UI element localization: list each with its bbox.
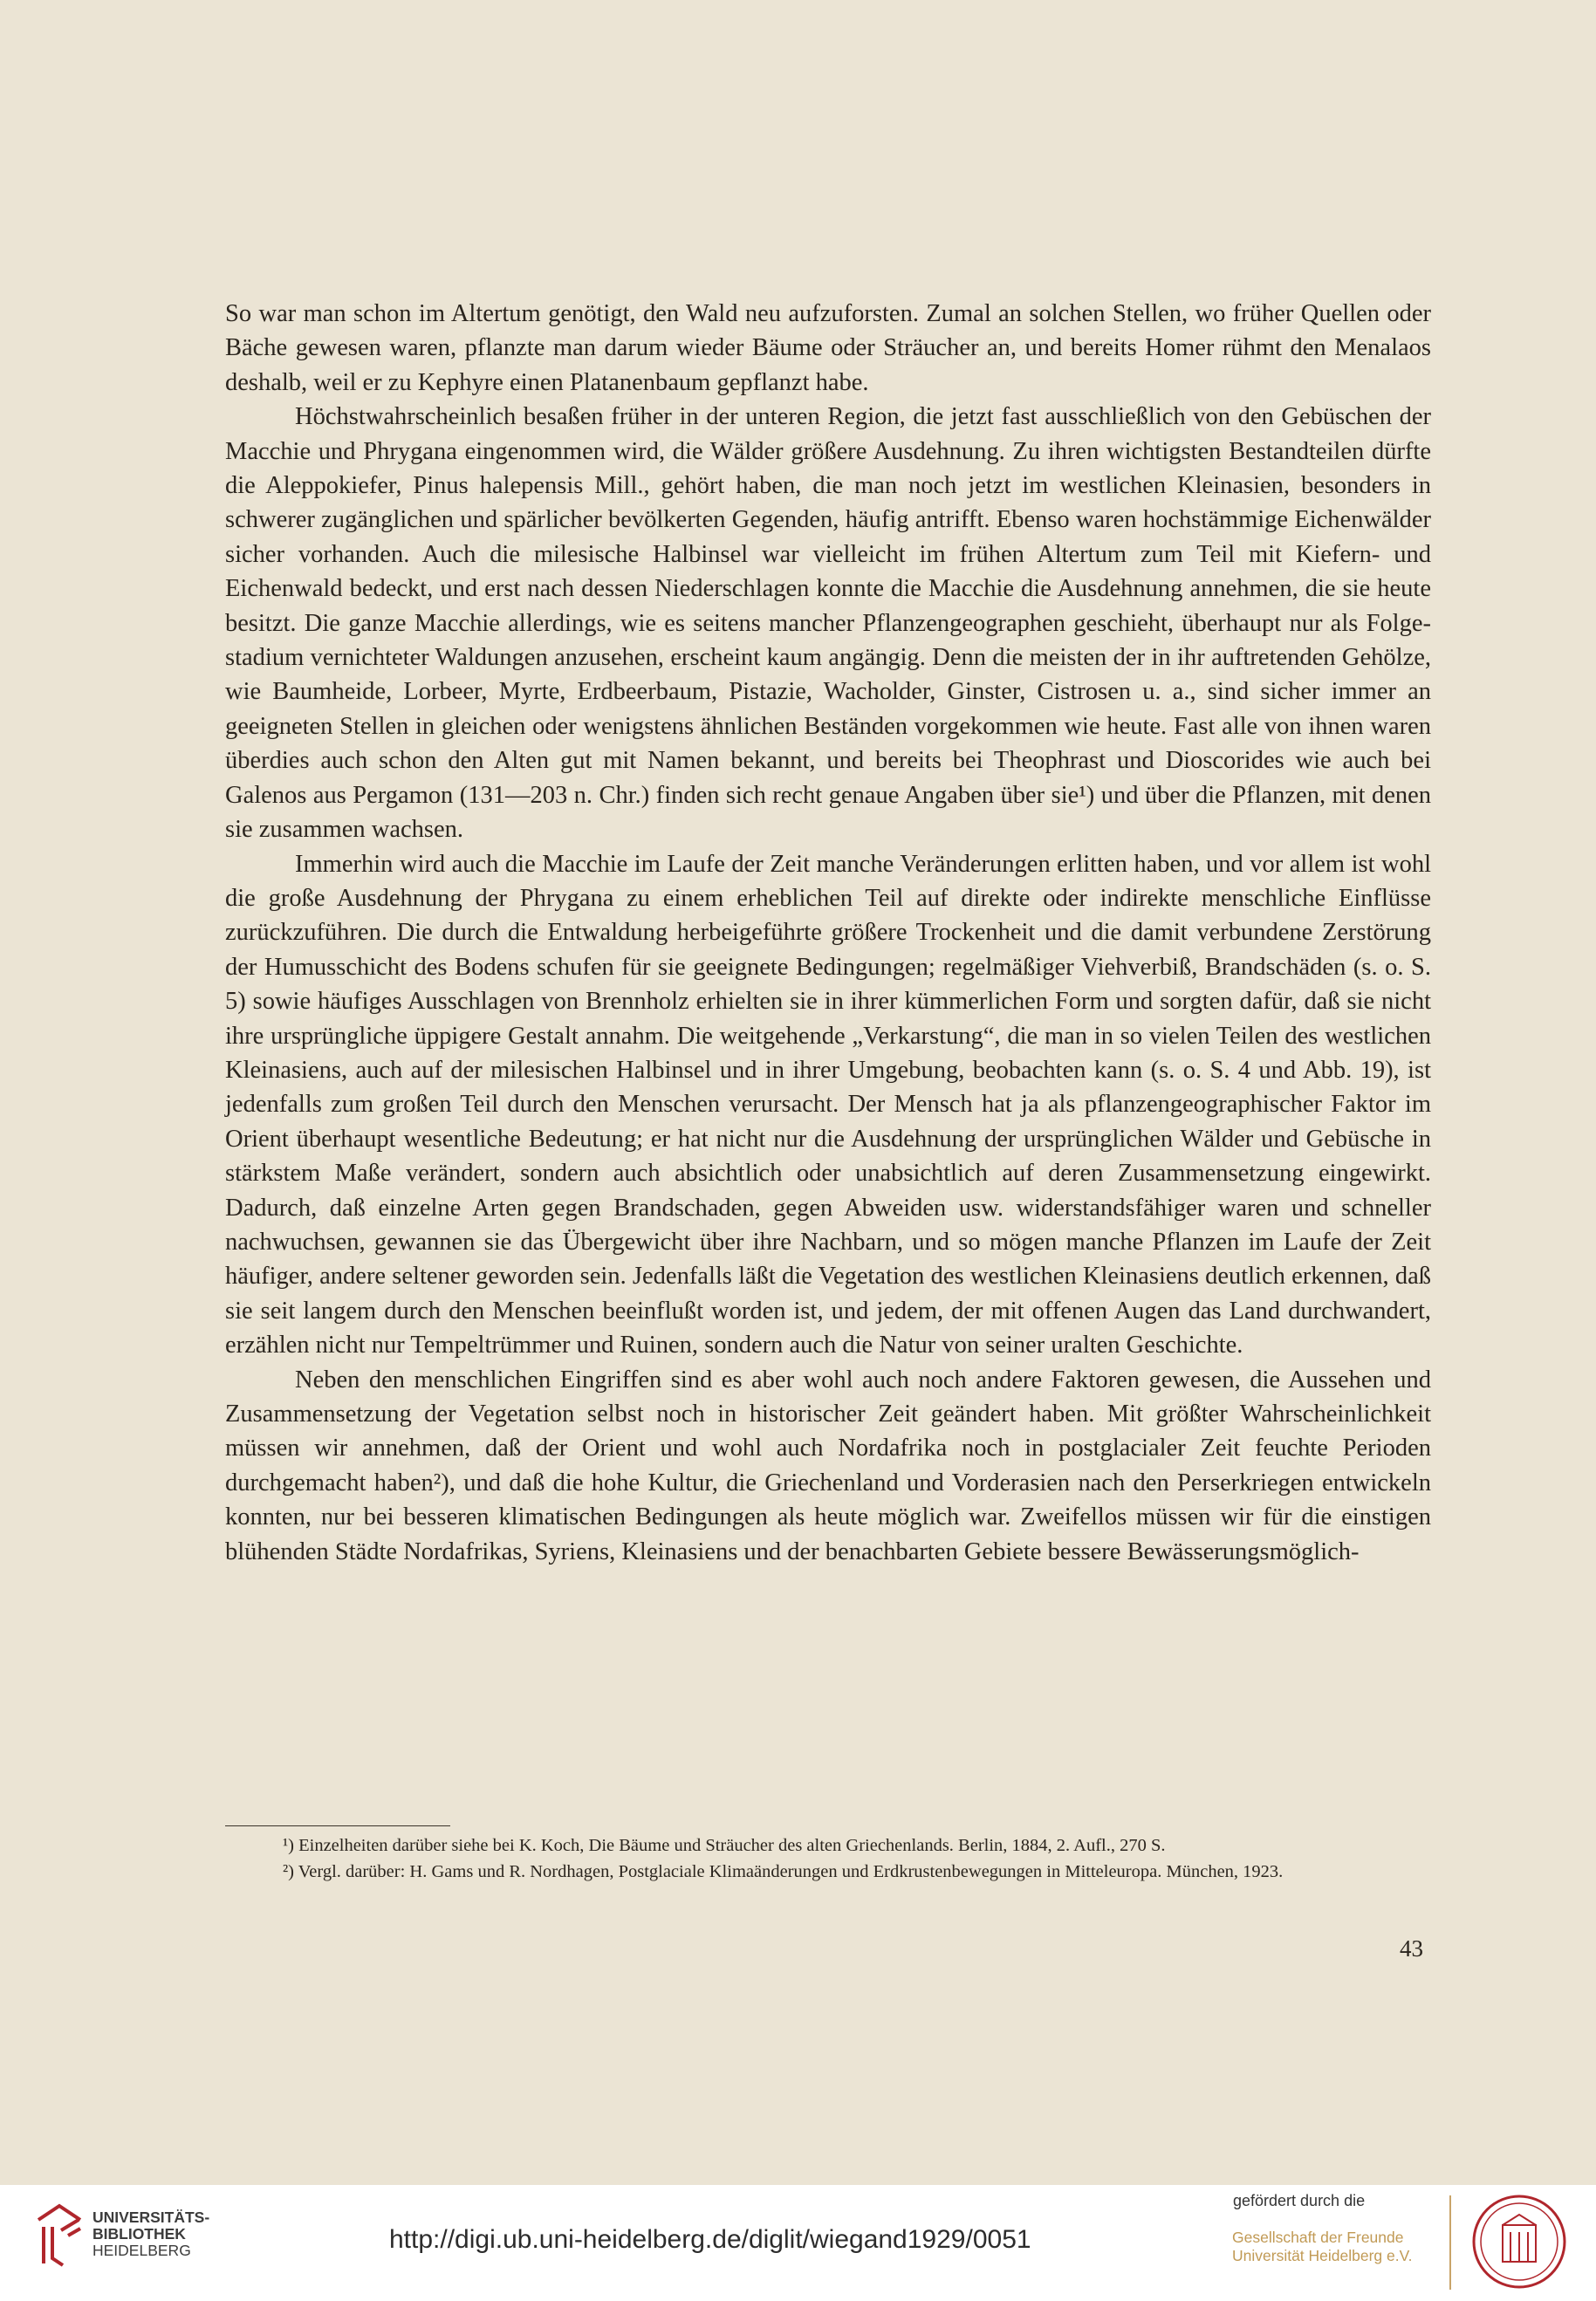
paragraph-1: So war man schon im Altertum genötigt, den Wald neu aufzuforsten. Zumal an solchen Stellen, wo früher Quellen oder Bäche gewesen waren, pflanzte man darum wieder Bäume oder Sträucher an, und bereits Homer rühmt den Menalaos deshalb, weil er zu Kephyre einen Platanenbaum gepflanzt habe. — [225, 300, 1431, 396]
footnote-1: ¹) Einzelheiten darüber siehe bei K. Koch, Die Bäume und Sträucher des alten Griechenlands. Berlin, 1884, 2. Aufl., 270 S. — [283, 1836, 1166, 1855]
footnote-2: ²) Vergl. darüber: H. Gams und R. Nordhagen, Postglaciale Klimaänderungen und Erdkrustenbewegungen in Mitteleuropa. München, 1923. — [283, 1862, 1284, 1881]
paragraph-3: Immerhin wird auch die Macchie im Laufe der Zeit manche Veränderungen erlitten haben, und vor allem ist wohl die große Ausdehnung der Phrygana zu einem erheblichen Teil auf direkte oder indirekte menschliche Einflüsse zurückzuführen. Die durch die Entwaldung herbeigeführte größere Trockenheit und die damit verbundene Zerstörung der Humusschicht des Bodens schufen für sie geeignete Bedingungen; regelmäßiger Viehverbiß, Brandschäden (s. o. S. 5) sowie häufiges Ausschlagen von Brennholz erhielten sie in ihrer kümmerlichen Form und sorgten dafür, daß sie nicht ihre ursprüngliche üppigere Gestalt annahm. Die weitgehende „Verkarstung“, die man in so vielen Teilen des westlichen Kleinasiens, auch auf der milesischen Halbinsel und in ihrer Umgebung, beobachten kann (s. o. S. 4 und Abb. 19), ist jedenfalls zum großen Teil durch den Menschen verursacht. Der Mensch hat ja als pflanzengeographischer Faktor im Orient überhaupt wesentliche Bedeutung; er hat nicht nur die Ausdehnung der ursprünglichen Wälder und Gebüsche in stärkstem Maße verändert, sondern auch absichtlich oder unabsichtlich auf deren Zusammensetzung eingewirkt. Dadurch, daß einzelne Arten gegen Brandschaden, gegen Abweiden usw. widerstandsfähiger waren und schneller nachwuchsen, gewannen sie das Übergewicht über ihre Nachbarn, und so mögen manche Pflanzen im Laufe der Zeit häufiger, andere seltener geworden sein. Jedenfalls läßt die Vegetation des westlichen Kleinasiens deutlich erkennen, daß sie seit langem durch den Menschen beeinflußt worden ist, und jedem, der mit offenen Augen das Land durchwandert, erzählen nicht nur Tempeltrümmer und Ruinen, sondern auch die Natur von seiner uralten Geschichte. — [225, 850, 1431, 1359]
library-name — [92, 2209, 209, 2259]
paragraph-2: Höchstwahrscheinlich besaßen früher in der unteren Region, die jetzt fast ausschließlich von den Gebüschen der Macchie und Phrygana eingenommen wird, die Wälder größere Ausdehnung. Zu ihren wichtigsten Bestandteilen dürfte die Aleppokiefer, Pinus halepensis Mill., gehört haben, die man noch jetzt im westlichen Kleinasien, besonders in schwerer zugänglichen und spärlicher bevölkerten Gegenden, häufig antrifft. Ebenso waren hochstämmige Eichenwälder sicher vorhanden. Auch die milesische Halbinsel war vielleicht im frühen Altertum zum Teil mit Kiefern- und Eichenwald bedeckt, und erst nach dessen Niederschlagen konnte die Macchie die Ausdehnung annehmen, die sie heute besitzt. Die ganze Macchie allerdings, wie es seitens mancher Pflanzengeographen geschieht, überhaupt nur als Folgestadium vernichteter Waldungen anzusehen, erscheint kaum angängig. Denn die meisten der in ihr auftretenden Gehölze, wie Baumheide, Lorbeer, Myrte, Erdbeerbaum, Pistazie, Wacholder, Ginster, Cistrosen u. a., sind sicher immer an geeigneten Stellen in gleichen oder wenigstens ähnlichen Beständen vorgekommen wie heute. Fast alle von ihnen waren überdies auch schon den Alten gut mit Namen bekannt, und bereits bei Theophrast und Dioscorides wie auch bei Galenos aus Pergamon (131—203 n. Chr.) finden sich recht genaue Angaben über sie¹) und über die Pflanzen, mit denen sie zusammen wachsen. — [225, 403, 1431, 844]
page-number: 43 — [1400, 1935, 1423, 1962]
library-line-1: UNIVERSITÄTS- — [92, 2209, 210, 2226]
footnote-divider — [225, 1825, 450, 1826]
society-line-1: Gesellschaft der Freunde — [1232, 2229, 1404, 2246]
sponsor-label: gefördert durch die — [1233, 2192, 1366, 2209]
footer-divider — [1449, 2195, 1451, 2290]
society-name — [1232, 2229, 1413, 2265]
body-text — [225, 297, 1431, 1569]
library-line-2: BIBLIOTHEK — [92, 2225, 186, 2243]
society-seal-icon — [1471, 2194, 1567, 2290]
paragraph-4: Neben den menschlichen Eingriffen sind es aber wohl auch noch andere Faktoren gewesen, die Aussehen und Zusammensetzung der Vegetation selbst noch in historischer Zeit geändert haben. Mit größter Wahrscheinlichkeit müssen wir annehmen, daß der Orient und wohl auch Nordafrika noch in postglacialer Zeit feuchte Perioden durchgemacht haben²), und daß die hohe Kultur, die Griechenland und Vorderasien nach den Perserkriegen entwickeln konnten, nur bei besseren klimatischen Bedingungen als heute möglich war. Zweifellos müssen wir für die einstigen blühenden Städte Nordafrikas, Syriens, Kleinasiens und der benachbarten Gebiete bessere Bewässerungsmöglich- — [225, 1366, 1431, 1565]
footnotes — [225, 1832, 1431, 1885]
ub-heidelberg-logo-icon — [33, 2201, 86, 2270]
digitization-footer — [0, 2185, 1596, 2301]
society-line-2: Universität Heidelberg e.V. — [1232, 2247, 1413, 2264]
permalink-url[interactable]: http://digi.ub.uni-heidelberg.de/diglit/wiegand1929/0051 — [389, 2225, 1031, 2254]
library-line-3: HEIDELBERG — [92, 2242, 191, 2259]
